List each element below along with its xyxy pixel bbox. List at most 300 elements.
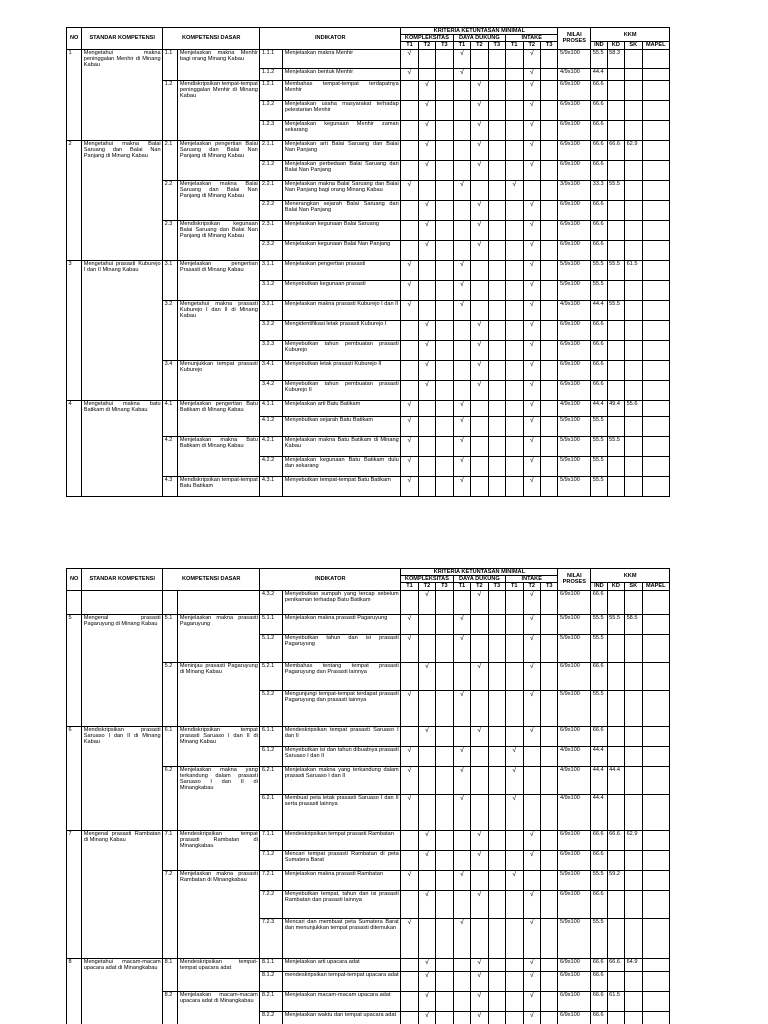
cell-check: [401, 991, 418, 1011]
cell-check: √: [418, 726, 435, 746]
cell-check: √: [418, 80, 435, 100]
cell-sk: Mengetahui prasasti Kuburejo I dan II Minang Kabau: [82, 260, 163, 280]
cell-check: √: [523, 320, 540, 340]
cell-check: [436, 690, 453, 726]
cell-sk-value: [625, 160, 642, 180]
cell-check: √: [523, 971, 540, 991]
cell-kd-value: 66.6: [607, 140, 624, 160]
cell-check: √: [523, 220, 540, 240]
cell-indikator: Menjelaskan arti Batu Batikam: [283, 400, 401, 416]
cell-check: √: [401, 634, 418, 662]
cell-indikator: Menjelaskan arti Balai Saruang dan Balai Nan Panjang: [283, 140, 401, 160]
cell-check: [418, 476, 435, 496]
cell-check: [540, 870, 557, 890]
cell-kd-value: 58.3: [607, 49, 624, 68]
cell-nilai-proses: 6/9x100: [558, 340, 591, 360]
header-intake: INTAKE: [506, 576, 558, 583]
cell-check: [436, 160, 453, 180]
cell-check: [488, 240, 505, 260]
cell-check: [436, 436, 453, 456]
cell-mapel-value: [642, 200, 669, 220]
cell-sk-value: [625, 870, 642, 890]
cell-sk-value: 62.9: [625, 140, 642, 160]
cell-ind-value: 55.5: [591, 416, 607, 436]
cell-kd: [178, 890, 260, 918]
cell-mapel-value: [642, 850, 669, 870]
cell-no: [67, 794, 82, 830]
cell-check: √: [453, 300, 470, 320]
cell-ind-no: 2.2.2: [260, 200, 283, 220]
cell-check: [540, 830, 557, 850]
cell-check: [453, 662, 470, 690]
cell-kd: Mendiskripsikan tempat-tempat peninggalan Menhir di Minang Kabau: [179, 80, 258, 100]
cell-kd-no: 4.1: [163, 400, 178, 416]
header-intake: INTAKE: [506, 35, 558, 42]
table-row: [67, 340, 670, 360]
cell-ind-value: 66.6: [591, 830, 607, 850]
cell-nilai-proses: 6/9x100: [558, 160, 591, 180]
table-row: [67, 280, 670, 300]
cell-nilai-proses: 5/9x100: [558, 436, 591, 456]
header-t: T2: [523, 42, 540, 49]
cell-check: [418, 68, 435, 80]
cell-kd-value: [607, 360, 624, 380]
cell-nilai-proses: 5/9x100: [558, 870, 591, 890]
cell-check: √: [523, 380, 540, 400]
cell-check: √: [453, 614, 470, 634]
cell-kd-value: [607, 890, 624, 918]
header-t: T3: [488, 42, 505, 49]
cell-check: [506, 1011, 523, 1024]
cell-ind-value: 44.4: [591, 746, 607, 766]
cell-ind-no: 7.1.1: [260, 830, 283, 850]
cell-kd: [178, 746, 260, 766]
cell-ind-value: 44.4: [591, 68, 607, 80]
cell-sk-value: [625, 416, 642, 436]
cell-kd-value: [607, 634, 624, 662]
cell-sk: [82, 991, 163, 1011]
cell-kd-no: [163, 890, 178, 918]
cell-kd-value: 55.5: [607, 260, 624, 280]
cell-mapel-value: [642, 766, 669, 794]
cell-nilai-proses: 5/9x100: [558, 456, 591, 476]
header-kkm-col: MAPEL: [642, 42, 669, 49]
cell-ind-no: 3.1.1: [260, 260, 283, 280]
cell-mapel-value: [642, 870, 669, 890]
cell-sk-value: [625, 436, 642, 456]
cell-nilai-proses: 6/9x100: [558, 220, 591, 240]
header-t: T3: [540, 583, 557, 590]
header-kkm: KKM: [591, 569, 670, 583]
cell-sk: [82, 971, 163, 991]
header-daya-dukung: DAYA DUKUNG: [453, 576, 505, 583]
cell-indikator: Menyebutkan letak prasasti Kuburejo II: [283, 360, 401, 380]
cell-no: [67, 890, 82, 918]
cell-check: [436, 971, 453, 991]
cell-check: [488, 590, 505, 614]
cell-mapel-value: [642, 634, 669, 662]
table-row: [67, 49, 670, 68]
cell-check: [540, 68, 557, 80]
cell-check: [453, 958, 470, 971]
cell-kd: [178, 416, 260, 436]
cell-indikator: Menjelaskan kegunaan Balai Nan Panjang: [283, 240, 401, 260]
table-row: [67, 240, 670, 260]
cell-nilai-proses: 6/9x100: [558, 320, 591, 340]
cell-nilai-proses: 6/9x100: [558, 80, 591, 100]
cell-check: [506, 49, 523, 68]
cell-check: [436, 918, 453, 958]
cell-kd-value: [607, 220, 624, 240]
cell-indikator: mendeskripsikan tempat-tempat upacara adat: [283, 971, 401, 991]
cell-check: [506, 991, 523, 1011]
table-body: [67, 614, 670, 1024]
cell-check: [488, 416, 505, 436]
cell-check: √: [401, 180, 418, 200]
cell-no: 3: [67, 260, 82, 280]
cell-ind-value: 66.6: [591, 360, 607, 380]
cell-nilai-proses: 6/9x100: [558, 140, 591, 160]
cell-no: [67, 436, 82, 456]
cell-nilai-proses: 6/9x100: [558, 1011, 591, 1024]
cell-mapel-value: [642, 120, 669, 140]
cell-check: [540, 958, 557, 971]
cell-no: [67, 746, 82, 766]
cell-check: √: [523, 360, 540, 380]
cell-ind-value: 44.4: [591, 794, 607, 830]
cell-check: [436, 766, 453, 794]
cell-check: [401, 380, 418, 400]
cell-check: [540, 380, 557, 400]
cell-ind-value: 66.6: [591, 240, 607, 260]
cell-check: [436, 662, 453, 690]
cell-check: [401, 320, 418, 340]
cell-check: √: [523, 830, 540, 850]
cell-check: [540, 918, 557, 958]
cell-kd-no: 3.1: [163, 260, 178, 280]
cell-ind-value: 66.6: [591, 340, 607, 360]
cell-nilai-proses: 6/9x100: [558, 971, 591, 991]
table-row: [67, 850, 670, 870]
cell-check: [471, 260, 488, 280]
cell-check: √: [471, 100, 488, 120]
cell-sk: [82, 320, 163, 340]
cell-kd: Mendiskripsikan tempat-tempat Batu Batikam: [178, 476, 260, 496]
cell-indikator: Menyebutkan sejarah Batu Batikam: [283, 416, 401, 436]
cell-check: [436, 280, 453, 300]
cell-check: [471, 436, 488, 456]
cell-ind-value: 66.6: [591, 991, 607, 1011]
cell-check: [436, 49, 453, 68]
cell-mapel-value: [642, 240, 669, 260]
header-t: T3: [540, 42, 557, 49]
cell-check: √: [418, 958, 435, 971]
cell-check: √: [418, 380, 435, 400]
cell-kd-no: [163, 120, 178, 140]
cell-check: [453, 240, 470, 260]
cell-sk-value: [625, 634, 642, 662]
cell-check: √: [471, 830, 488, 850]
cell-check: √: [506, 794, 523, 830]
cell-check: √: [401, 476, 418, 496]
cell-sk: [82, 766, 163, 794]
cell-check: [488, 360, 505, 380]
cell-check: [506, 634, 523, 662]
cell-ind-value: 66.6: [591, 662, 607, 690]
cell-check: [453, 360, 470, 380]
cell-check: √: [418, 140, 435, 160]
cell-kd-no: [163, 971, 178, 991]
cell-sk-value: [625, 476, 642, 496]
header-t: T2: [418, 583, 435, 590]
cell-check: [488, 80, 505, 100]
cell-nilai-proses: 5/9x100: [558, 690, 591, 726]
cell-check: [436, 140, 453, 160]
cell-ind-no: 6.2.1: [260, 766, 283, 794]
cell-check: [401, 590, 418, 614]
header-t: T1: [506, 42, 523, 49]
cell-ind-no: 5.2.2: [260, 690, 283, 726]
cell-ind-no: 3.2.1: [260, 300, 283, 320]
cell-check: [488, 1011, 505, 1024]
cell-kd-no: [163, 200, 178, 220]
cell-ind-value: 66.6: [591, 726, 607, 746]
cell-check: √: [401, 614, 418, 634]
cell-check: [418, 690, 435, 726]
cell-mapel-value: [642, 1011, 669, 1024]
cell-check: [488, 870, 505, 890]
cell-check: [418, 280, 435, 300]
cell-check: [418, 436, 435, 456]
cell-sk: Mengetahui makna Balai Saruang dan Balai Nan Panjang di Minang Kabau: [83, 140, 161, 160]
cell-kd-no: [163, 794, 178, 830]
cell-check: [436, 80, 453, 100]
cell-check: √: [453, 766, 470, 794]
cell-check: √: [523, 300, 540, 320]
cell-no: 5: [67, 614, 82, 634]
cell-check: [453, 140, 470, 160]
cell-kd-no: [163, 416, 178, 436]
cell-check: √: [523, 690, 540, 726]
cell-check: [540, 436, 557, 456]
cell-sk: [82, 380, 163, 400]
cell-check: [506, 340, 523, 360]
cell-check: [418, 300, 435, 320]
cell-no: [67, 68, 82, 80]
header-kompleksitas: KOMPLEKSITAS: [401, 35, 453, 42]
cell-check: √: [523, 634, 540, 662]
cell-sk: [82, 220, 163, 240]
cell-check: √: [471, 160, 488, 180]
cell-check: [471, 49, 488, 68]
cell-sk: [82, 436, 163, 456]
cell-check: [453, 340, 470, 360]
cell-check: [506, 300, 523, 320]
cell-check: [453, 220, 470, 240]
cell-ind-value: 66.6: [591, 100, 607, 120]
cell-ind-value: 66.6: [591, 120, 607, 140]
cell-sk-value: [625, 180, 642, 200]
cell-no: 6: [67, 726, 82, 746]
header-daya-dukung: DAYA DUKUNG: [453, 35, 505, 42]
cell-check: [488, 614, 505, 634]
cell-kd-no: 5.2: [163, 662, 178, 690]
cell-check: [436, 300, 453, 320]
cell-check: [488, 436, 505, 456]
cell-check: [401, 971, 418, 991]
cell-kd-no: [163, 340, 178, 360]
cell-check: √: [523, 140, 540, 160]
header-t: T3: [488, 583, 505, 590]
cell-check: √: [418, 100, 435, 120]
cell-sk: [82, 160, 163, 180]
cell-check: √: [418, 160, 435, 180]
cell-no: [67, 850, 82, 870]
cell-check: [418, 49, 435, 68]
cell-ind-no: 8.2.2: [260, 1011, 283, 1024]
cell-indikator: Mencari tempat prasasti Rambatan di peta Sumatera Barat: [283, 850, 401, 870]
cell-check: [453, 380, 470, 400]
cell-sk-value: [625, 300, 642, 320]
cell-check: [506, 260, 523, 280]
cell-kd-no: 6.1: [163, 726, 178, 746]
cell-kd: [178, 380, 260, 400]
cell-sk: [82, 662, 163, 690]
cell-ind-value: 66.6: [591, 1011, 607, 1024]
cell-check: [418, 180, 435, 200]
header-kkm: KKM: [591, 28, 670, 42]
cell-mapel-value: [642, 662, 669, 690]
cell-kd-no: [163, 634, 178, 662]
cell-kd-no: [163, 280, 178, 300]
cell-kd-value: [607, 690, 624, 726]
cell-check: [471, 300, 488, 320]
cell-indikator: Menjelaskan makna Menhir: [283, 49, 401, 68]
cell-sk-value: [625, 690, 642, 726]
table-row: [67, 220, 670, 240]
cell-kd-value: [607, 1011, 624, 1024]
cell-check: [401, 890, 418, 918]
cell-check: [488, 918, 505, 958]
cell-mapel-value: [642, 180, 669, 200]
cell-check: [488, 100, 505, 120]
cell-check: [453, 200, 470, 220]
table-row: [67, 80, 670, 100]
cell-check: [488, 634, 505, 662]
cell-kd-no: 8.1: [163, 958, 178, 971]
cell-check: √: [453, 456, 470, 476]
table-row: [67, 662, 670, 690]
cell-check: [453, 80, 470, 100]
cell-kd-no: 3.4: [163, 360, 178, 380]
cell-kd: Menjelaskan pengertian Prasasti di Minang Kabau: [178, 260, 260, 280]
cell-check: [488, 830, 505, 850]
cell-sk: [82, 300, 163, 320]
cell-nilai-proses: 5/9x100: [558, 280, 591, 300]
cell-kd-no: [163, 456, 178, 476]
cell-sk: [82, 340, 163, 360]
table-header: [67, 569, 670, 591]
cell-sk-value: [625, 49, 642, 68]
cell-mapel-value: [642, 100, 669, 120]
cell-sk: [82, 690, 163, 726]
cell-check: [418, 746, 435, 766]
cell-mapel-value: [642, 958, 669, 971]
cell-mapel-value: [642, 320, 669, 340]
cell-check: [506, 120, 523, 140]
cell-nilai-proses: 6/9x100: [558, 890, 591, 918]
cell-check: √: [453, 870, 470, 890]
cell-check: √: [418, 360, 435, 380]
table-row: [67, 794, 670, 830]
cell-check: [523, 794, 540, 830]
cell-nilai-proses: 5/9x100: [558, 476, 591, 496]
cell-check: [488, 991, 505, 1011]
cell-check: √: [418, 200, 435, 220]
header-no: NO: [67, 569, 82, 591]
cell-check: [488, 746, 505, 766]
cell-check: [401, 830, 418, 850]
cell-mapel-value: [642, 360, 669, 380]
cell-check: √: [523, 590, 540, 614]
cell-sk-value: [625, 890, 642, 918]
cell-kd-value: 55.5: [607, 614, 624, 634]
cell-ind-no: 6.1.1: [260, 726, 283, 746]
table-row: [67, 830, 670, 850]
cell-ind-no: 8.2.1: [260, 991, 283, 1011]
header-kkm-col: SK: [625, 583, 642, 590]
cell-no: 1: [67, 49, 82, 68]
cell-mapel-value: [642, 280, 669, 300]
cell-kd-value: [607, 794, 624, 830]
cell-check: [453, 971, 470, 991]
cell-indikator: Menyebutkan tahun pembuatan prasasti Kuburejo II: [283, 380, 401, 400]
cell-sk: [82, 794, 163, 830]
cell-check: [506, 380, 523, 400]
cell-check: [540, 476, 557, 496]
cell-nilai-proses: 5/9x100: [558, 416, 591, 436]
cell-check: √: [401, 918, 418, 958]
cell-kd-value: 44.4: [607, 766, 624, 794]
cell-check: [471, 280, 488, 300]
cell-kd: [178, 280, 260, 300]
cell-indikator: Menyebutkan tahun pembuatan prasasti Kuburejo: [283, 340, 401, 360]
header-t: T1: [401, 42, 418, 49]
cell-kd-value: [607, 68, 624, 80]
cell-sk: [82, 68, 163, 80]
cell-ind-value: 55.5: [591, 870, 607, 890]
cell-kd: [178, 971, 260, 991]
table-row: [67, 890, 670, 918]
cell-check: [436, 120, 453, 140]
cell-check: [488, 340, 505, 360]
cell-sk: [82, 200, 163, 220]
cell-check: [488, 850, 505, 870]
cell-check: √: [418, 120, 435, 140]
cell-check: [471, 416, 488, 436]
cell-no: [67, 476, 82, 496]
cell-indikator: Menjelaskan kegunaan Balai Saruang: [283, 220, 401, 240]
cell-sk: [82, 590, 163, 614]
table-row: [67, 991, 670, 1011]
cell-kd-value: [607, 456, 624, 476]
cell-check: [436, 476, 453, 496]
cell-indikator: Membahas tempat-tempat terdapatnya Menhir: [283, 80, 401, 100]
cell-sk-value: [625, 456, 642, 476]
cell-check: [436, 320, 453, 340]
cell-check: [540, 360, 557, 380]
cell-sk-value: [625, 662, 642, 690]
